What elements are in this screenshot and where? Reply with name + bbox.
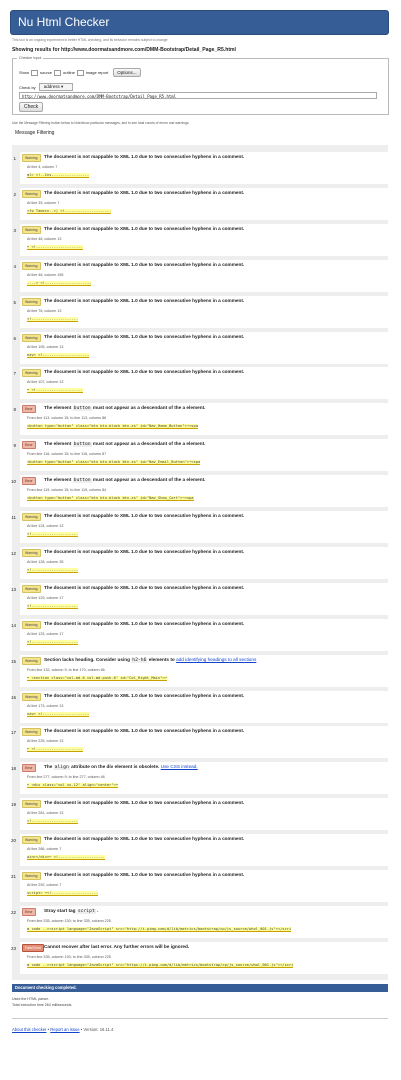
- message-location: At line 105, column 13: [27, 344, 64, 349]
- message-location: From line 132, column 9; to line 170, column 66: [27, 667, 105, 672]
- message-type-badge: Warning: [22, 226, 41, 234]
- message-text-main: Section lacks heading. Consider using: [44, 656, 130, 662]
- message-extract: [27, 388, 83, 392]
- message-code: button: [73, 442, 91, 448]
- message-text: [44, 226, 244, 231]
- app-title: Nu Html Checker: [18, 15, 110, 29]
- message-type-badge: Error: [22, 477, 36, 485]
- message-text-main: The document is not mappable to XML 1.0 due to two consecutive hyphens in a comment.: [44, 584, 245, 590]
- message-text: [44, 693, 244, 698]
- message-location: At line 35, column 7: [27, 200, 60, 205]
- message-number: 9: [13, 443, 16, 449]
- checker-input-legend: Checker Input: [19, 56, 42, 60]
- message-text-main: The element: [44, 405, 72, 411]
- message-location: At line 225, column 13: [27, 739, 64, 744]
- message-link[interactable]: add identifying headings to all sections: [176, 656, 257, 662]
- message-type-badge: Warning: [22, 693, 41, 701]
- message-number: 20: [10, 838, 16, 844]
- check-by-select[interactable]: [39, 83, 73, 91]
- message-extract: [27, 353, 89, 357]
- message-number: 17: [10, 730, 16, 736]
- message-item: [13, 439, 388, 471]
- message-extract-code: <!---------------------: [27, 819, 79, 824]
- show-options-row: [19, 68, 141, 77]
- message-type-badge: Warning: [22, 154, 41, 162]
- message-extract-code: <!---------------------: [27, 532, 79, 536]
- message-type-badge: Warning: [22, 298, 41, 306]
- done-bar: Document checking completed.: [12, 984, 388, 992]
- message-text-main: The document is not mappable to XML 1.0 due to two consecutive hyphens in a comment.: [44, 261, 245, 267]
- message-type-badge: Warning: [22, 585, 41, 593]
- message-location: At line 128, column 35: [27, 559, 64, 564]
- message-type-badge: Error: [22, 908, 36, 916]
- about-link[interactable]: About this checker: [12, 1027, 47, 1032]
- message-location: At line 133, column 17: [27, 631, 64, 636]
- chevron-down-icon: ▾: [60, 84, 64, 89]
- message-item: [10, 942, 388, 974]
- message-location: At line 173, column 13: [27, 703, 64, 708]
- message-extract: [27, 855, 105, 859]
- used-parser: Used the HTML parser.: [12, 997, 50, 1001]
- message-number: 23: [10, 945, 16, 951]
- message-text-rest: must not appear as a descendant of the a element.: [92, 477, 206, 483]
- message-text-main: The element: [44, 441, 72, 447]
- message-text: [44, 621, 244, 626]
- message-type-badge: Warning: [22, 728, 41, 736]
- message-text: [44, 334, 244, 339]
- message-extract-code: ml> <!--Ins-----------------: [27, 173, 90, 177]
- message-text-main: The document is not mappable to XML 1.0 due to two consecutive hyphens in a comment.: [44, 369, 245, 375]
- url-input[interactable]: http://www.doormatsandmore.com/DMM-Bootstrap/Detail_Page_R5.html: [19, 92, 377, 99]
- message-extract-code: m code --><script language="JavaScript" src="https://i.pimg.com/d/lib/metrics/bootstrap/cp/js_source/whol_001.js"></scri: [27, 962, 294, 967]
- message-extract: [27, 460, 200, 464]
- message-location: From line 335, column 130; to line 335, column 225: [27, 918, 111, 923]
- message-extract: [27, 819, 78, 823]
- message-number: 5: [13, 299, 16, 305]
- message-type-badge: Warning: [22, 872, 41, 880]
- message-type-badge: Warning: [22, 190, 41, 198]
- message-extract: [27, 676, 167, 680]
- message-type-badge: Warning: [22, 657, 41, 665]
- message-text: [44, 657, 256, 663]
- message-text-main: The document is not mappable to XML 1.0 due to two consecutive hyphens in a comment.: [44, 297, 245, 303]
- check-button[interactable]: Check: [19, 102, 43, 112]
- message-item: [13, 260, 388, 292]
- message-extract: [27, 927, 291, 931]
- message-location: At line 292, column 7: [27, 883, 62, 887]
- message-extract-code: ↩ <div class="col xs-12" align="center">↩: [27, 783, 119, 788]
- message-text: [44, 908, 98, 914]
- message-type-badge: Warning: [22, 549, 41, 557]
- message-number: 15: [10, 658, 16, 664]
- message-item: [11, 511, 388, 543]
- message-extract: [27, 568, 78, 572]
- message-text-rest: must not appear as a descendant of the a element.: [92, 441, 206, 447]
- report-issue-link[interactable]: Report an issue: [50, 1027, 80, 1032]
- message-extract-code: ----> <!---------------------: [27, 280, 92, 285]
- message-location: At line 76, column 13: [27, 308, 62, 313]
- message-type-badge: Warning: [22, 262, 41, 270]
- message-filtering-button[interactable]: Message Filtering: [15, 130, 55, 136]
- message-number: 3: [13, 227, 16, 233]
- message-type-badge: Fatal Error: [22, 944, 44, 952]
- message-text: [44, 585, 244, 590]
- message-text: [44, 190, 244, 195]
- message-type-badge: Warning: [22, 836, 41, 844]
- message-item: [10, 834, 388, 866]
- message-text: [44, 944, 189, 949]
- message-number: 1: [13, 156, 16, 161]
- message-extract: [27, 783, 118, 787]
- message-text: [44, 441, 205, 447]
- message-item: [10, 906, 388, 938]
- message-extract-code: <!---------------------: [27, 639, 79, 644]
- message-extract: [27, 891, 98, 895]
- message-number: 7: [13, 371, 16, 377]
- message-text-main: The document is not mappable to XML 1.0 due to two consecutive hyphens in a comment.: [44, 836, 245, 842]
- message-code: h2-h6: [132, 657, 147, 663]
- message-number: 6: [13, 335, 16, 341]
- message-code: button: [73, 406, 91, 412]
- message-location: At line 129, column 17: [27, 595, 64, 600]
- message-text-main: The document is not mappable to XML 1.0 due to two consecutive hyphens in a comment.: [44, 728, 245, 734]
- message-number: 10: [10, 479, 16, 485]
- message-text-main: The element: [44, 477, 72, 483]
- message-text-main: The document is not mappable to XML 1.0 due to two consecutive hyphens in a comment.: [44, 189, 245, 195]
- filter-note: Use the Message Filtering button below to hide/show particular messages, and to see total counts of errors and warnings.: [12, 121, 190, 125]
- message-text-main: The document is not mappable to XML 1.0 due to two consecutive hyphens in a comment.: [44, 333, 245, 339]
- message-item: [10, 691, 388, 723]
- message-text-main: The document is not mappable to XML 1.0 due to two consecutive hyphens in a comment.: [44, 225, 245, 231]
- message-location: At line 281, column 13: [27, 811, 64, 816]
- message-number: 16: [10, 694, 16, 700]
- message-item: [10, 583, 388, 615]
- message-location: At line 286, column 7: [27, 847, 62, 852]
- message-extract: [27, 317, 78, 321]
- checker-input-fieldset: [12, 58, 389, 115]
- message-extract-code: ↩ <!---------------------: [27, 747, 83, 752]
- message-item: [10, 798, 388, 830]
- message-item: [10, 726, 388, 758]
- outline-checkbox[interactable]: [54, 70, 61, 76]
- message-text: [44, 872, 244, 877]
- message-location: From line 113, column 15; to line 113, column 86: [27, 416, 107, 421]
- message-type-badge: Warning: [22, 334, 41, 342]
- show-label: Show: [19, 70, 30, 75]
- message-text-main: The document is not mappable to XML 1.0 due to two consecutive hyphens in a comment.: [44, 692, 245, 698]
- message-extract-code: <!---------------------: [27, 316, 79, 321]
- message-number: 13: [10, 586, 16, 592]
- message-number: 19: [10, 802, 16, 808]
- message-extract-code: <button type="button" class="btn btn-block btn-xs" id="Nav_Show_Cart">→<spa: [27, 496, 194, 501]
- message-item: [13, 152, 388, 184]
- message-extract-code: m code --><script language="JavaScript" src="http://i.pimg.com/d/lib/metrics/bootstrap/cp/js_source/whol_001.js"></scri: [27, 926, 292, 931]
- message-item: [10, 762, 388, 794]
- message-number: 18: [10, 766, 16, 772]
- footer-separator: •: [80, 1027, 83, 1032]
- message-extract-code: <fo Tamzin-->| <!---------------------: [27, 208, 112, 213]
- image-report-checkbox[interactable]: [77, 70, 84, 76]
- message-item: [13, 332, 388, 364]
- message-location: At line 46, column 13: [27, 236, 62, 241]
- check-by-row: [19, 83, 73, 91]
- message-code: align: [54, 765, 69, 771]
- message-item: [10, 655, 388, 687]
- check-by-label: Check by: [19, 84, 36, 90]
- message-extract-code: <!---------------------: [27, 603, 79, 608]
- message-extract-code: ↩ <!---------------------: [27, 244, 83, 249]
- footer-divider: [12, 1018, 388, 1019]
- message-extract: [27, 532, 78, 536]
- message-location: From line 116, column 15; to line 116, column 87: [27, 452, 107, 457]
- message-extract: [27, 496, 194, 500]
- message-text-main: Cannot recover after last error. Any further errors will be ignored.: [44, 943, 190, 949]
- message-text-main: The document is not mappable to XML 1.0 due to two consecutive hyphens in a comment.: [44, 872, 245, 877]
- message-extract: [27, 209, 111, 213]
- message-text-rest: .: [97, 907, 99, 913]
- message-text-rest: must not appear as a descendant of the a element.: [92, 405, 206, 411]
- message-location: From line 119, column 15; to line 119, column 84: [27, 488, 107, 493]
- message-code: script: [77, 908, 95, 914]
- message-text: [44, 836, 244, 841]
- app-header: [10, 10, 389, 35]
- message-number: 22: [10, 909, 16, 915]
- message-text-main: The document is not mappable to XML 1.0 due to two consecutive hyphens in a comment.: [44, 513, 245, 518]
- intro-text: This tool is an ongoing experiment in better HTML checking, and its behavior remains subject to change: [12, 38, 168, 42]
- message-number: 11: [11, 515, 16, 520]
- message-extract: [27, 281, 91, 285]
- message-item: [10, 547, 388, 579]
- message-text: [44, 764, 198, 770]
- message-extract: [27, 424, 198, 428]
- message-text-main: Stray start tag: [44, 907, 76, 913]
- total-time: Total execution time 264 milliseconds.: [12, 1003, 73, 1007]
- message-link[interactable]: Use CSS instead.: [160, 764, 198, 770]
- message-extract-code: script> ↩<!---------------------: [27, 891, 99, 895]
- options-button[interactable]: Options...: [113, 68, 140, 77]
- message-extract: [27, 640, 78, 644]
- message-text: [44, 369, 244, 374]
- message-extract: [27, 747, 83, 751]
- message-location: At line 46, column 155: [27, 272, 64, 277]
- message-item: [10, 870, 388, 902]
- message-text-main: The: [44, 764, 53, 770]
- message-extract: [27, 712, 89, 716]
- message-item: [13, 224, 388, 256]
- message-item: [10, 475, 388, 507]
- message-text-main: The document is not mappable to XML 1.0 due to two consecutive hyphens in a comment.: [44, 548, 245, 554]
- message-type-badge: Warning: [22, 800, 41, 808]
- message-extract-code: ain></div>↩ <!---------------------: [27, 855, 105, 860]
- message-extract-code: <button type="button" class="btn btn-block btn-xs" id="Nav_Home_Button">→<spa: [27, 424, 198, 429]
- message-item: [13, 403, 388, 435]
- message-extract-code: <!---------------------: [27, 567, 79, 572]
- source-checkbox[interactable]: [31, 70, 38, 76]
- message-extract-code: ↩ <!---------------------: [27, 388, 83, 393]
- message-number: 2: [13, 191, 16, 197]
- message-type-badge: Error: [22, 441, 36, 449]
- message-location: At line 107, column 13: [27, 380, 64, 385]
- version-text: Version: 16.11.4: [83, 1027, 114, 1032]
- message-text-rest: attribute on the div element is obsolete.: [71, 764, 160, 770]
- footer: [12, 1027, 113, 1032]
- message-code: button: [73, 478, 91, 484]
- message-location: From line 335, column 130; to line 335, column 225: [27, 954, 111, 959]
- check-by-value: address: [43, 84, 60, 89]
- source-label: source: [40, 70, 53, 75]
- message-extract-code: <button type="button" class="btn btn-block btn-xs" id="Nav_Email_Button">→<spa: [27, 460, 201, 465]
- message-extract: [27, 963, 293, 967]
- message-number: 21: [10, 874, 16, 879]
- message-number: 12: [10, 550, 16, 556]
- footer-separator: •: [47, 1027, 50, 1032]
- outline-label: outline: [63, 70, 75, 75]
- message-number: 8: [13, 407, 16, 413]
- message-number: 4: [13, 263, 16, 269]
- results-heading: Showing results for http://www.doormatsandmore.com/DMM-Bootstrap/Detail_Page_R5.html: [12, 47, 236, 53]
- message-number: 14: [10, 622, 16, 628]
- message-text-rest: elements to: [148, 656, 175, 662]
- message-location: At line 124, column 13: [27, 524, 64, 528]
- message-type-badge: Error: [22, 405, 36, 413]
- message-text: [44, 513, 244, 518]
- message-extract: [27, 245, 83, 249]
- message-extract-code: nav> <!---------------------: [27, 352, 90, 357]
- message-item: [13, 296, 388, 328]
- message-text: [44, 477, 205, 483]
- message-extract: [27, 173, 89, 177]
- message-text: [44, 549, 244, 554]
- message-text-main: The document is not mappable to XML 1.0 due to two consecutive hyphens in a comment.: [44, 800, 245, 806]
- message-extract-code: nav> <!---------------------: [27, 711, 90, 716]
- message-location: From line 277, column 9; to line 277, column 46: [27, 775, 105, 780]
- message-item: [13, 188, 388, 220]
- message-text: [44, 298, 244, 303]
- message-type-badge: Warning: [22, 513, 41, 521]
- message-item: [13, 367, 388, 399]
- message-type-badge: Warning: [22, 621, 41, 629]
- message-text: [44, 800, 244, 805]
- message-text: [44, 728, 244, 733]
- message-text: [44, 262, 244, 267]
- message-text-main: The document is not mappable to XML 1.0 due to two consecutive hyphens in a comment.: [44, 154, 245, 159]
- message-type-badge: Warning: [22, 369, 41, 377]
- image-report-label: image report: [85, 70, 109, 75]
- message-location: At line 4, column 7: [27, 165, 58, 169]
- message-text: [44, 154, 244, 159]
- message-text: [44, 405, 205, 411]
- message-extract-code: ↩ <section class="col-md-6 col-md-push-6" id="Col_Right_Main">↩: [27, 675, 167, 680]
- message-extract: [27, 604, 78, 608]
- message-item: [10, 619, 388, 651]
- message-text-main: The document is not mappable to XML 1.0 due to two consecutive hyphens in a comment.: [44, 620, 245, 626]
- message-type-badge: Error: [22, 764, 36, 772]
